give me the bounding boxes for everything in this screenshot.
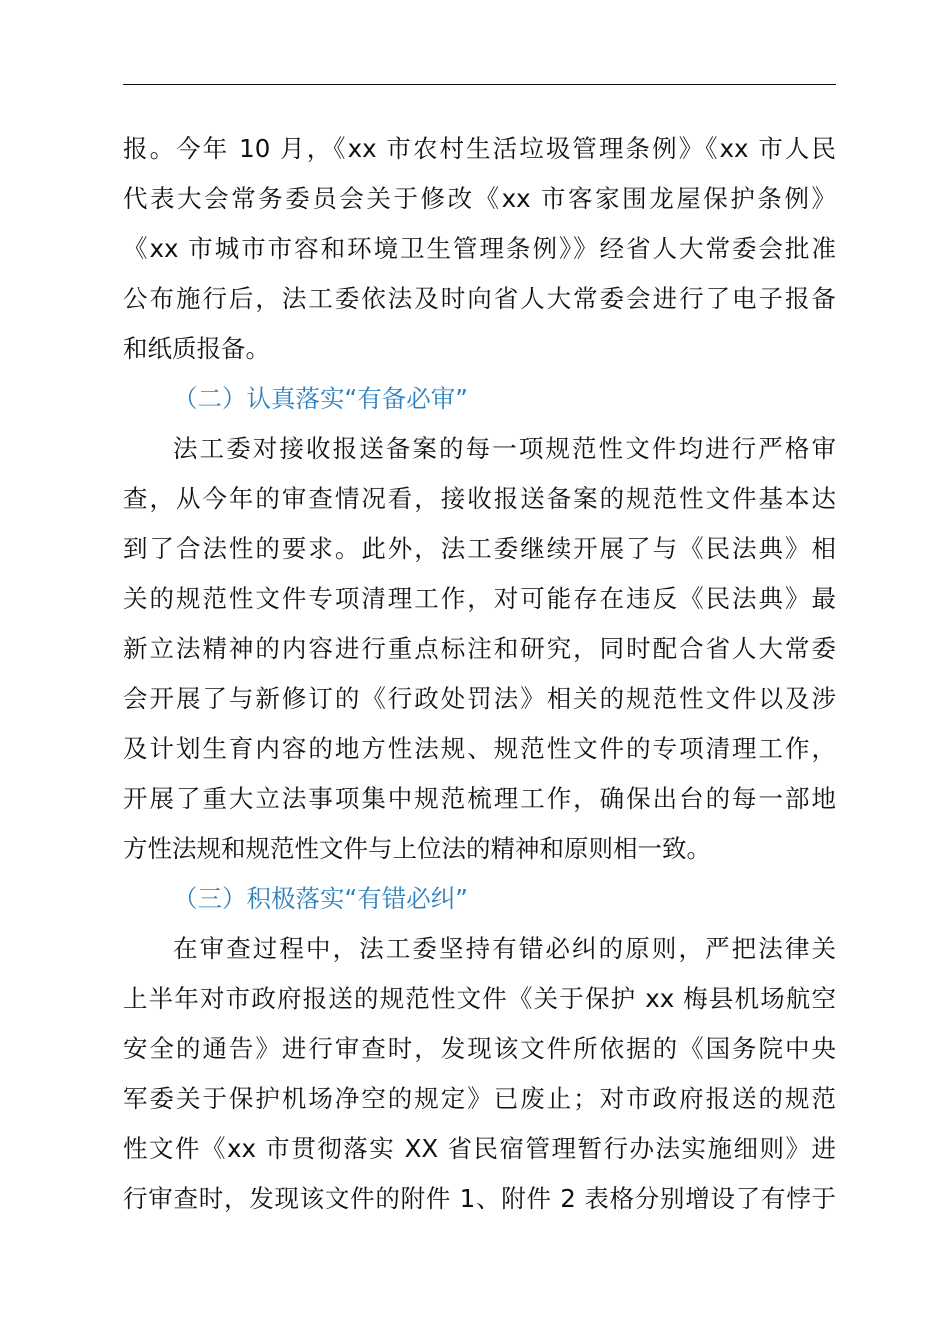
body-line-5: 和纸质报备。 [123,334,270,363]
body-line-15: 方性法规和规范性文件与上位法的精神和原则相一致。 [123,834,711,863]
body-line-8: 查，从今年的审查情况看，接收报送备案的规范性文件基本达 [123,484,836,513]
body-line-9: 到了合法性的要求。此外，法工委继续开展了与《民法典》相 [123,534,836,563]
body-line-18: 上半年对市政府报送的规范性文件《关于保护 xx 梅县机场航空 [123,984,836,1013]
body-line-2: 代表大会常务委员会关于修改《xx 市客家围龙屋保护条例》 [123,184,836,213]
body-line-4: 公布施行后，法工委依法及时向省人大常委会进行了电子报备 [123,284,836,313]
body-line-10: 关的规范性文件专项清理工作，对可能存在违反《民法典》最 [123,584,836,613]
body-line-20: 军委关于保护机场净空的规定》已废止；对市政府报送的规范 [123,1084,836,1113]
section-heading-2: （二）认真落实“有备必审” [173,384,468,413]
header-rule [123,84,836,85]
body-line-22: 行审查时，发现该文件的附件 1、附件 2 表格分别增设了有悖于 [123,1184,836,1213]
body-line-12: 会开展了与新修订的《行政处罚法》相关的规范性文件以及涉 [123,684,836,713]
body-line-1: 报。今年 10 月，《xx 市农村生活垃圾管理条例》《xx 市人民 [123,134,836,163]
body-line-7: 法工委对接收报送备案的每一项规范性文件均进行严格审 [173,434,836,463]
body-line-11: 新立法精神的内容进行重点标注和研究，同时配合省人大常委 [123,634,836,663]
body-line-3: 《xx 市城市市容和环境卫生管理条例》》经省人大常委会批准 [123,234,836,263]
section-heading-3: （三）积极落实“有错必纠” [173,884,468,913]
body-line-21: 性文件《xx 市贯彻落实 XX 省民宿管理暂行办法实施细则》进 [123,1134,836,1163]
body-line-19: 安全的通告》进行审查时，发现该文件所依据的《国务院中央 [123,1034,836,1063]
body-line-17: 在审查过程中，法工委坚持有错必纠的原则，严把法律关 [173,934,836,963]
body-line-14: 开展了重大立法事项集中规范梳理工作，确保出台的每一部地 [123,784,836,813]
body-line-13: 及计划生育内容的地方性法规、规范性文件的专项清理工作， [123,734,836,763]
